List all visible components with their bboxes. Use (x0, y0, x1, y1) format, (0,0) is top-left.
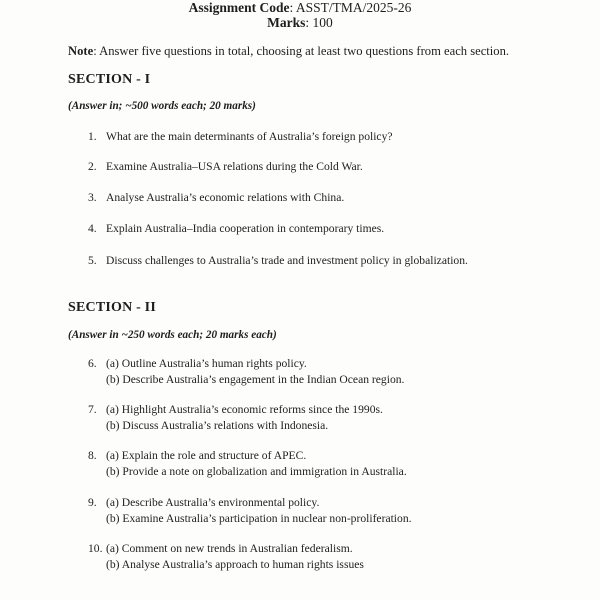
question-number: 2. (88, 160, 97, 173)
assignment-code (0, 0, 600, 16)
question-part-b: (b) Discuss Australia’s relations with Indonesia. (106, 419, 329, 432)
question-part-a: (a) Explain the role and structure of APEC. (106, 449, 307, 462)
question-part-b: (b) Analyse Australia’s approach to human rights issues (106, 558, 364, 571)
question-text: Discuss challenges to Australia’s trade and investment policy in globalization. (106, 254, 468, 267)
note-label: Note (68, 44, 94, 58)
question-part-b: (b) Describe Australia’s engagement in the Indian Ocean region. (106, 373, 405, 386)
question-part-a: (a) Outline Australia’s human rights policy. (106, 357, 307, 370)
question-number: 3. (88, 191, 97, 204)
question-part-b: (b) Examine Australia’s participation in nuclear non-proliferation. (106, 512, 412, 525)
marks-value: : 100 (305, 15, 333, 30)
section-2-title: SECTION - II (68, 300, 156, 315)
question-number: 4. (88, 222, 97, 235)
note-text: : Answer five questions in total, choosing at least two questions from each section. (93, 44, 510, 58)
question-text: Explain Australia–India cooperation in contemporary times. (106, 222, 385, 235)
question-part-a: (a) Comment on new trends in Australian federalism. (106, 542, 353, 555)
question-part-a: (a) Describe Australia’s environmental policy. (106, 496, 320, 509)
question-number: 1. (88, 130, 97, 143)
question-text: Analyse Australia’s economic relations with China. (106, 191, 345, 204)
question-number: 9. (88, 496, 97, 509)
question-number: 10. (88, 542, 103, 555)
assignment-code-label: Assignment Code (188, 0, 290, 15)
question-number: 7. (88, 403, 97, 416)
question-text: What are the main determinants of Australia’s foreign policy? (106, 130, 393, 143)
marks-label: Marks (267, 15, 306, 30)
question-number: 8. (88, 449, 97, 462)
assignment-code-value: : ASST/TMA/2025-26 (289, 0, 412, 15)
question-part-b: (b) Provide a note on globalization and immigration in Australia. (106, 465, 407, 478)
note (68, 44, 509, 59)
section-1-title: SECTION - I (68, 72, 151, 87)
section-2-instruction: (Answer in ~250 words each; 20 marks each) (68, 329, 277, 341)
question-part-a: (a) Highlight Australia’s economic reforms since the 1990s. (106, 403, 383, 416)
question-number: 5. (88, 254, 97, 267)
marks (0, 15, 600, 31)
question-text: Examine Australia–USA relations during the Cold War. (106, 160, 363, 173)
section-1-instruction: (Answer in; ~500 words each; 20 marks) (68, 100, 256, 112)
question-number: 6. (88, 357, 97, 370)
